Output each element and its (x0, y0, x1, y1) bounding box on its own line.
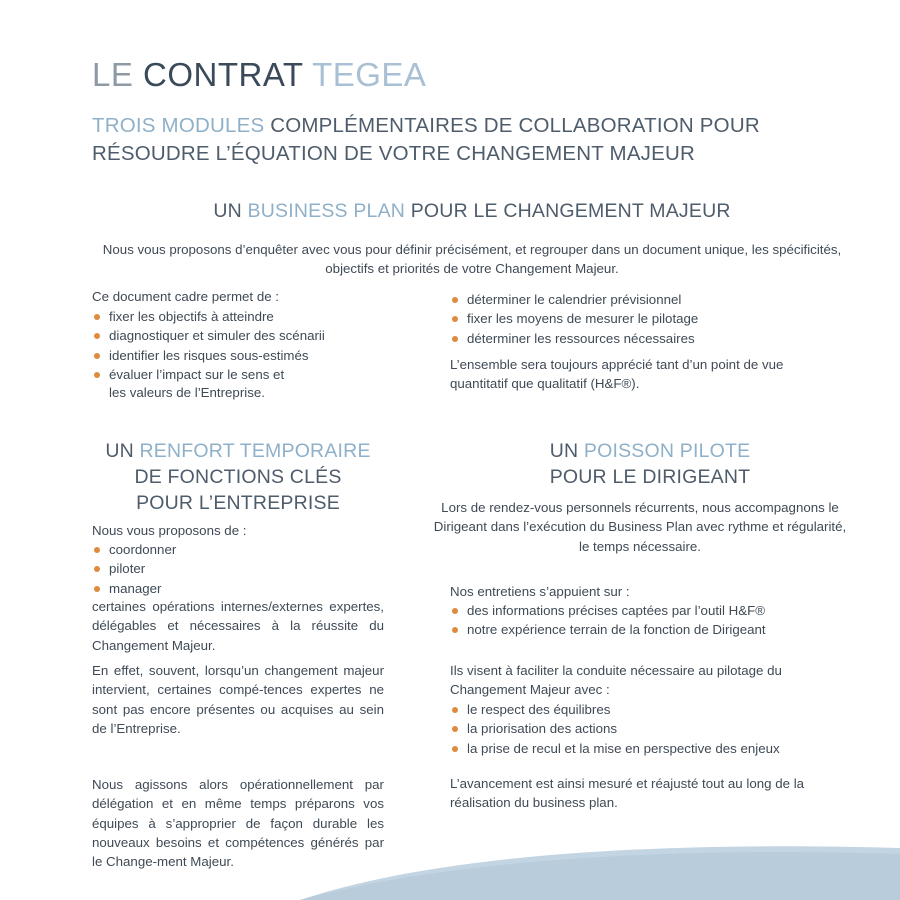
poisson-intro: Lors de rendez-vous personnels récurrents, nous accompagnons le Dirigeant dans l’exécution du Business Plan avec rythme et régularité, le temps nécessaire. (433, 500, 847, 554)
section-heading-bp-pre: UN (213, 200, 248, 222)
renfort-lead: Nous vous proposons de : (92, 523, 247, 538)
list-item: identifier les risques sous-estimés (92, 346, 432, 365)
list-item: piloter (92, 559, 392, 578)
page-title (92, 56, 426, 94)
page-subtitle-rest: COMPLÉMENTAIRES DE COLLABORATION POUR RÉSOUDRE L’ÉQUATION DE VOTRE CHANGEMENT MAJEUR (92, 114, 760, 165)
poisson-lead-2: Nos entretiens s’appuient sur : (450, 584, 630, 599)
list-item: déterminer le calendrier prévisionnel (450, 290, 850, 309)
section-heading-renfort-line3: POUR L’ENTREPRISE (136, 492, 340, 514)
poisson-lead-3: Ils visent à faciliter la conduite nécessaire au pilotage du Changement Majeur avec : (450, 663, 782, 698)
list-item: diagnostiquer et simuler des scénarii (92, 326, 432, 345)
business-plan-right-note: L’ensemble sera toujours apprécié tant d’un point de vue quantitatif que qualitatif (H&F®). (450, 357, 784, 392)
business-plan-left-lead: Ce document cadre permet de : (92, 289, 279, 304)
section-heading-renfort (88, 440, 388, 463)
business-plan-left-bullet-continuation: les valeurs de l’Entreprise. (109, 385, 265, 400)
section-heading-renfort-highlight: RENFORT TEMPORAIRE (139, 440, 371, 462)
section-heading-poisson-highlight: POISSON PILOTE (583, 440, 751, 462)
list-item: notre expérience terrain de la fonction de Dirigeant (450, 620, 860, 639)
renfort-paragraph-2: En effet, souvent, lorsqu’un changement majeur intervient, certaines compé-tences expertes ne sont pas encore présentes ou acquises au sein de l’Entreprise. (92, 663, 384, 736)
renfort-after-bullets: certaines opérations internes/externes expertes, délégables et nécessaires à la réussite du Changement Majeur. (92, 599, 384, 653)
decorative-wave (0, 830, 900, 900)
list-item: évaluer l’impact sur le sens et (92, 365, 432, 384)
business-plan-intro: Nous vous proposons d’enquêter avec vous pour définir précisément, et regrouper dans un document unique, les spécificités, objectifs et priorités de votre Changement Majeur. (102, 242, 842, 277)
renfort-paragraph-3: Nous agissons alors opérationnellement par délégation et en même temps préparons vos équipes à s’approprier de façon durable les nouveaux besoins et compétences générés par le Change-ment Majeur. (92, 777, 384, 870)
section-heading-business-plan (92, 200, 852, 223)
page-subtitle (92, 112, 852, 168)
page-title-part1: LE (92, 56, 144, 93)
page-title-part3: TEGEA (312, 56, 427, 93)
page-title-part2: CONTRAT (143, 56, 313, 93)
section-heading-poisson-pre: UN (549, 440, 584, 462)
section-heading-renfort-line2: DE FONCTIONS CLÉS (134, 466, 342, 488)
renfort-bullets (92, 540, 392, 598)
poisson-closing: L’avancement est ainsi mesuré et réajusté tout au long de la réalisation du business plan. (450, 776, 805, 811)
business-plan-left-bullets (92, 307, 432, 384)
section-heading-poisson (450, 440, 850, 463)
list-item: fixer les moyens de mesurer le pilotage (450, 309, 850, 328)
list-item: la prise de recul et la mise en perspective des enjeux (450, 739, 870, 758)
page-subtitle-lead: TROIS MODULES (92, 114, 271, 137)
business-plan-right-bullets (450, 290, 850, 348)
poisson-bullets-3 (450, 700, 870, 758)
section-heading-poisson-line2: POUR LE DIRIGEANT (549, 466, 751, 488)
list-item: le respect des équilibres (450, 700, 870, 719)
poisson-bullets-2 (450, 601, 860, 640)
list-item: fixer les objectifs à atteindre (92, 307, 432, 326)
list-item: coordonner (92, 540, 392, 559)
section-heading-bp-post: POUR LE CHANGEMENT MAJEUR (410, 200, 731, 222)
section-heading-renfort-pre: UN (105, 440, 140, 462)
list-item: manager (92, 579, 392, 598)
list-item: la priorisation des actions (450, 719, 870, 738)
section-heading-bp-highlight: BUSINESS PLAN (247, 200, 411, 222)
list-item: déterminer les ressources nécessaires (450, 329, 850, 348)
list-item: des informations précises captées par l’outil H&F® (450, 601, 860, 620)
